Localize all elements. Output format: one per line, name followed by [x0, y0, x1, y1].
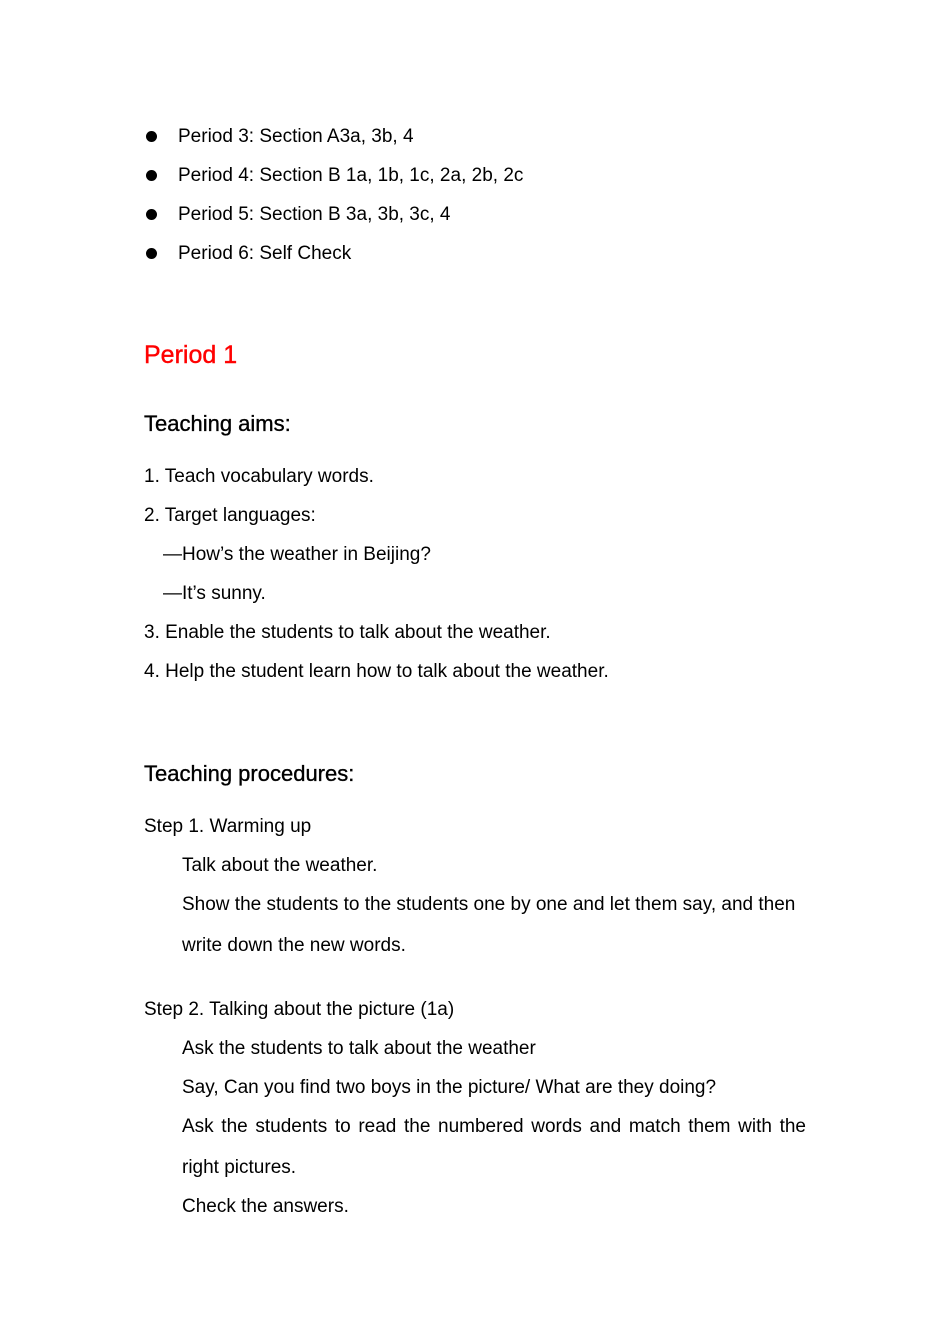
bullet-text: Period 4: Section B 1a, 1b, 1c, 2a, 2b, 2c	[178, 165, 524, 186]
bullet-text: Period 3: Section A3a, 3b, 4	[178, 126, 414, 147]
target-language-line: —It’s sunny.	[163, 583, 266, 604]
step-line: Ask the students to talk about the weather	[182, 1038, 536, 1059]
bullet-text: Period 6: Self Check	[178, 243, 352, 264]
step-line: write down the new words.	[182, 935, 406, 956]
aim-line: 2. Target languages:	[144, 505, 316, 526]
bullet-dot-icon	[146, 209, 157, 220]
step-line: Talk about the weather.	[182, 855, 378, 876]
teaching-aims-heading: Teaching aims:	[144, 411, 291, 436]
step-line: Ask the students to read the numbered words and match them with the	[182, 1116, 806, 1137]
step-line: right pictures.	[182, 1157, 297, 1178]
step-title: Step 1. Warming up	[144, 816, 312, 837]
bullet-dot-icon	[146, 131, 157, 142]
step-line: Show the students to the students one by one and let them say, and then	[182, 894, 796, 915]
step-line: Say, Can you find two boys in the picture/ What are they doing?	[182, 1077, 717, 1098]
bullet-dot-icon	[146, 248, 157, 259]
bullet-dot-icon	[146, 170, 157, 181]
aim-line: 1. Teach vocabulary words.	[144, 466, 374, 487]
step-title: Step 2. Talking about the picture (1a)	[144, 999, 455, 1020]
target-language-line: —How’s the weather in Beijing?	[163, 544, 431, 565]
bullet-text: Period 5: Section B 3a, 3b, 3c, 4	[178, 204, 451, 225]
aim-line: 4. Help the student learn how to talk about the weather.	[144, 661, 609, 682]
aim-line: 3. Enable the students to talk about the weather.	[144, 622, 551, 643]
period-title: Period 1	[144, 341, 238, 369]
step-line: Check the answers.	[182, 1196, 349, 1217]
teaching-procedures-heading: Teaching procedures:	[144, 761, 355, 786]
